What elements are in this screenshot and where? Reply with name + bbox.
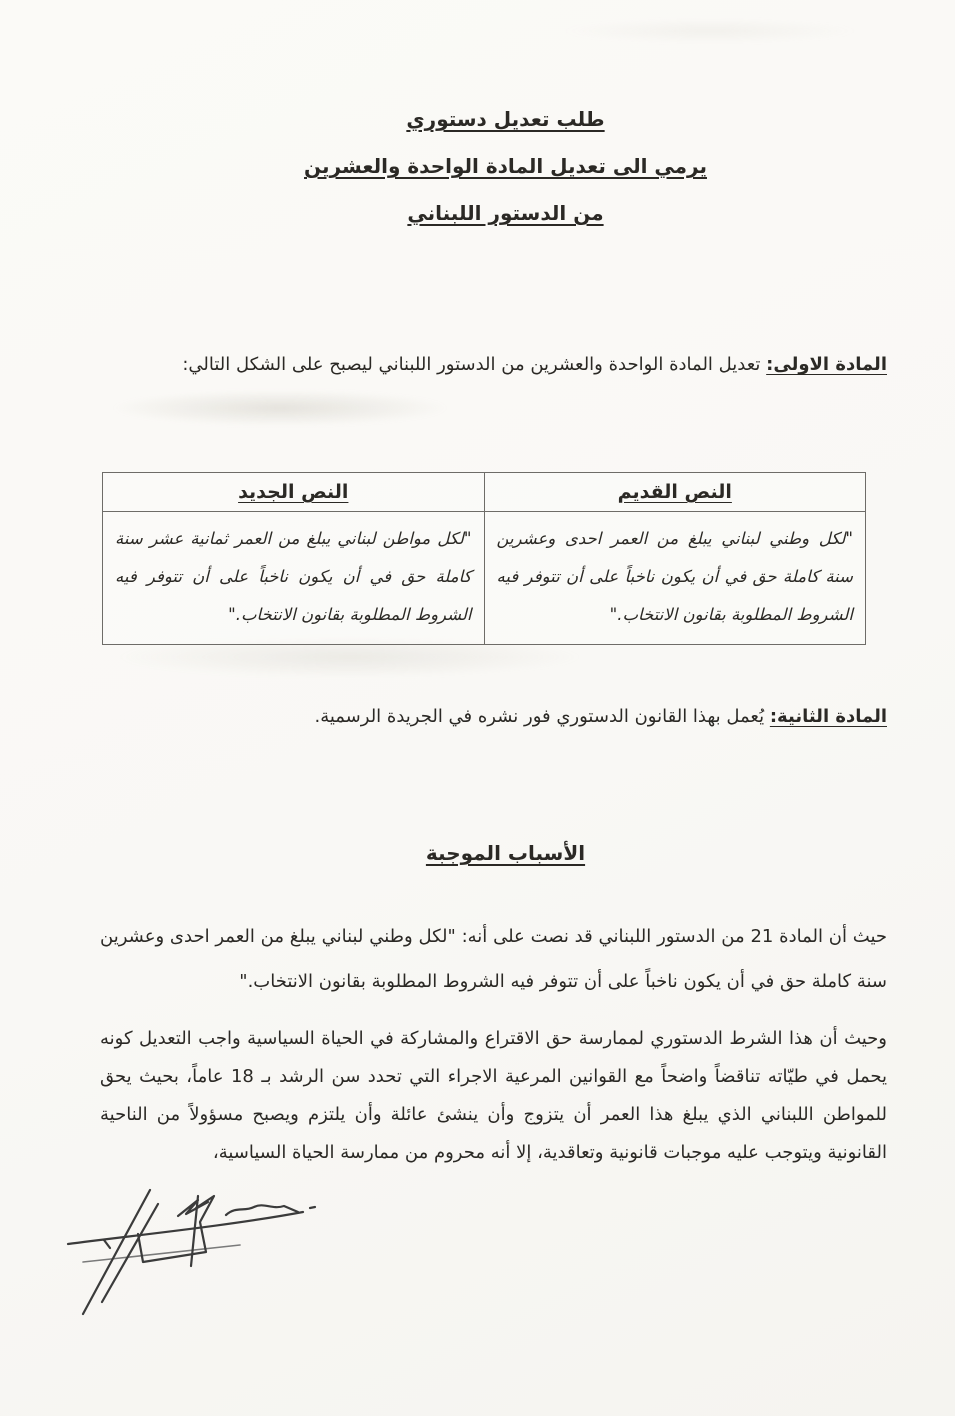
- reasons-section-heading: [0, 841, 955, 865]
- handwritten-signature: [58, 1182, 326, 1327]
- title-line-1: طلب تعديل دستوري: [406, 107, 605, 131]
- reasons-heading-text: الأسباب الموجبة: [425, 841, 586, 865]
- article-two-label: المادة الثانية:: [769, 706, 887, 727]
- comparison-table-header-row: [103, 473, 866, 512]
- article-two-text: يُعمل بهذا القانون الدستوري فور نشره في الجريدة الرسمية.: [314, 706, 770, 727]
- old-text-cell: "لكل وطني لبناني يبلغ من العمر احدى وعشرين سنة كاملة حق في أن يكون ناخباً على أن تتوفر فيه الشروط المطلوبة بقانون الانتخاب.": [484, 512, 866, 645]
- title-line-3: من الدستور اللبناني: [407, 201, 604, 225]
- comparison-table: [102, 472, 866, 645]
- scan-smudge: [110, 390, 450, 426]
- article-one-line: [100, 348, 887, 382]
- new-text-column-header: النص الجديد: [103, 473, 485, 512]
- new-text-cell: "لكل مواطن لبناني يبلغ من العمر ثمانية عشر سنة كاملة حق في أن يكون ناخباً على أن تتوفر فيه الشروط المطلوبة بقانون الانتخاب.": [103, 512, 485, 645]
- article-two-line: [100, 700, 887, 734]
- document-title-block: [0, 96, 955, 237]
- scan-smudge: [560, 18, 860, 44]
- article-one-text: تعديل المادة الواحدة والعشرين من الدستور اللبناني ليصبح على الشكل التالي:: [182, 354, 767, 375]
- title-line-2: يرمي الى تعديل المادة الواحدة والعشرين: [304, 154, 707, 178]
- reasons-paragraph-2: وحيث أن هذا الشرط الدستوري لممارسة حق الاقتراع والمشاركة في الحياة السياسية واجب التعديل كونه يحمل في طيّاته تناقضاً واضحاً مع القوانين المرعية الاجراء التي تحدد سن الرشد بـ 18 عاماً، بحيث يحق للمواطن اللبناني الذي يبلغ هذا العمر أن يتزوج وأن ينشئ عائلة وأن يلتزم ويصبح مسؤولاً من الناحية القانونية ويتوجب عليه موجبات قانونية وتعاقدية، إلا أنه محروم من ممارسة الحياة السياسية،: [100, 1028, 887, 1163]
- article-one-label: المادة الاولى:: [766, 354, 887, 375]
- old-text-column-header: النص القديم: [484, 473, 866, 512]
- comparison-table-body-row: [103, 512, 866, 645]
- reasons-paragraph-1: حيث أن المادة 21 من الدستور اللبناني قد نصت على أنه: "لكل وطني لبناني يبلغ من العمر احدى وعشرين سنة كاملة حق في أن يكون ناخباً على أن تتوفر فيه الشروط المطلوبة بقانون الانتخاب.": [100, 926, 887, 992]
